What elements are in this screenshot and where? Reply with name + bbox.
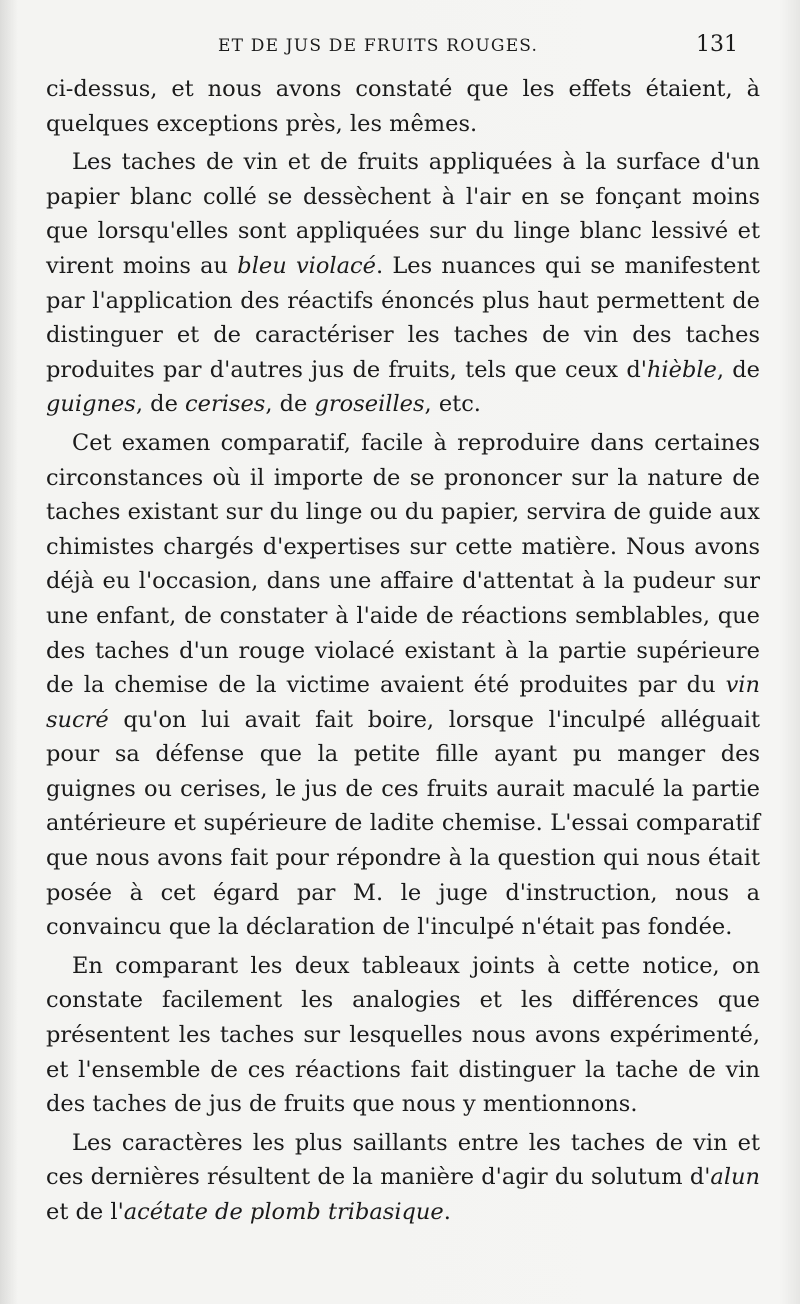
italic-text: cerises [185, 391, 266, 418]
page-number: 131 [696, 32, 738, 57]
text-run: ci-dessus, et nous avons constaté que les effets étaient, à quelques exceptions près, les mêmes. [46, 76, 760, 137]
text-run: En comparant les deux tableaux joints à cette notice, on constate facilement les analogies et les différences que présentent les taches sur lesquelles nous avons expérimenté, et l'ensemble de ces réactions fait distinguer la tache de vin des taches de jus de fruits que nous y mentionnons. [46, 952, 760, 1118]
paragraph [46, 145, 760, 422]
italic-text: vin sucré [46, 672, 760, 733]
text-run: . [443, 1199, 451, 1225]
paragraph [46, 426, 760, 945]
text-run: Cet examen comparatif, facile à reproduire dans certaines circonstances où il importe de se prononcer sur la nature de taches existant sur du linge ou du papier, servira de guide aux chimistes chargés d'expertises sur cette matière. Nous avons déjà eu l'occasion, dans une affaire d'attentat à la pudeur sur une enfant, de constater à l'aide de réactions semblables, que des taches d'un rouge violacé existant à la partie supérieure de la chemise de la victime avaient été produites par du [46, 429, 760, 699]
page-header [0, 32, 800, 66]
text-run: , de [135, 391, 186, 418]
italic-text: alun [710, 1164, 760, 1191]
text-run: . Les nuances qui se manifestent par l'application des réactifs énoncés plus haut permettent de distinguer et de caractériser les taches de vin des taches produites par d'autres jus de fruits, tels que ceux d' [46, 252, 760, 383]
italic-text: acétate de plomb tribasique [123, 1199, 444, 1225]
text-run: qu'on lui avait fait boire, lorsque l'inculpé alléguait pour sa défense que la petite fille ayant pu manger des guignes ou cerises, le jus de ces fruits aurait maculé la partie antérieure et supérieure de ladite chemise. L'essai comparatif que nous avons fait pour répondre à la question qui nous était posée à cet égard par M. le juge d'instruction, nous a convaincu que la déclaration de l'inculpé n'était pas fondée. [46, 706, 760, 941]
paragraph [46, 72, 760, 141]
text-run: , etc. [424, 391, 481, 418]
text-run: Les caractères les plus saillants entre les taches de vin et ces dernières résultent de la manière d'agir du solutum d' [46, 1129, 760, 1191]
italic-text: guignes [46, 391, 136, 418]
text-run: , de [265, 391, 315, 418]
italic-text: hièble [646, 356, 717, 383]
italic-text: bleu violacé [237, 252, 376, 279]
paragraph [46, 949, 760, 1122]
body-text [46, 72, 760, 1230]
text-run: , de [716, 356, 760, 383]
paragraph [46, 1126, 760, 1230]
running-title: ET DE JUS DE FRUITS ROUGES. [218, 36, 539, 56]
text-run: et de l' [46, 1199, 124, 1225]
italic-text: groseilles [314, 391, 425, 418]
text-run: Les taches de vin et de fruits appliquées à la surface d'un papier blanc collé se dessèchent à l'air en se fonçant moins que lorsqu'elles sont appliquées sur du linge blanc lessivé et virent moins au [46, 149, 760, 279]
